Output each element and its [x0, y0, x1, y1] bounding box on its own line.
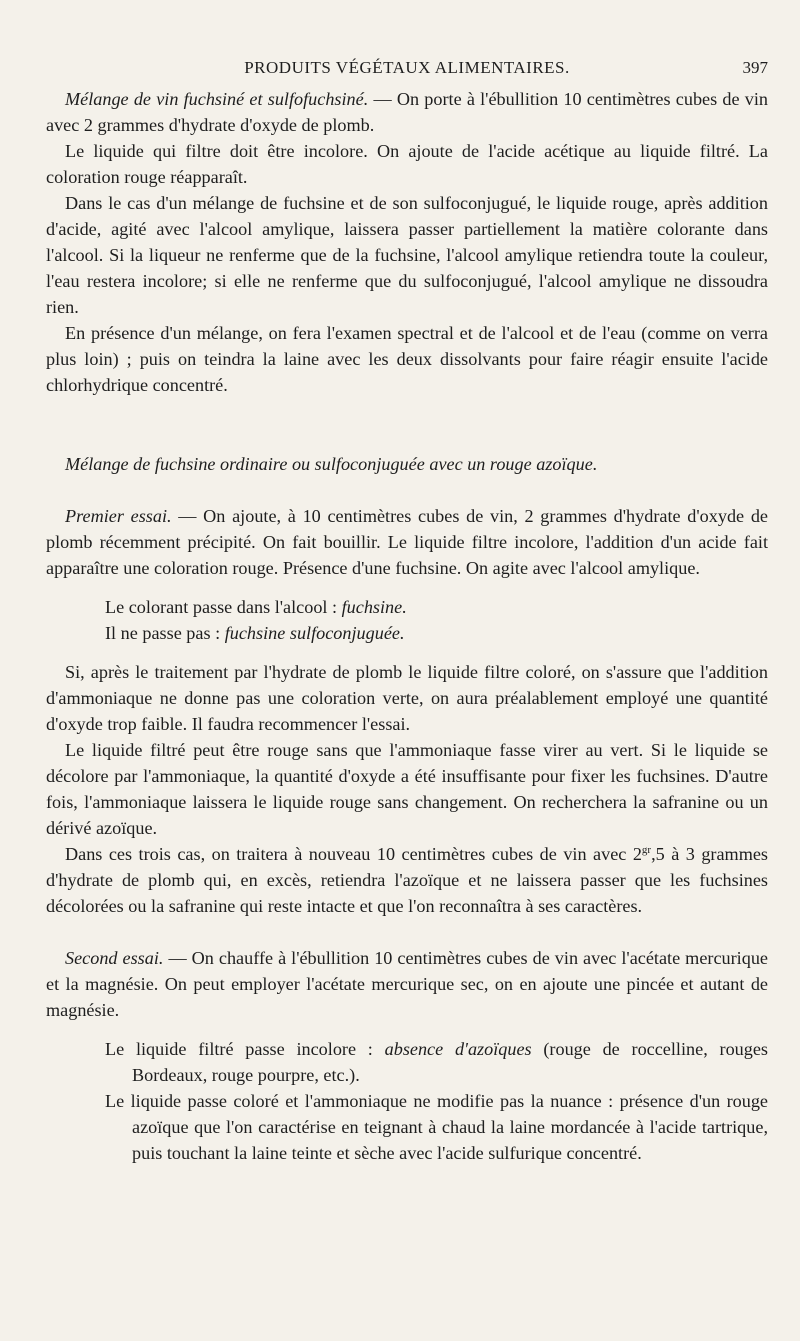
result-italic: fuchsine sulfoconjuguée.	[224, 623, 405, 643]
section-heading: Mélange de fuchsine ordinaire ou sulfoconjuguée avec un rouge azoïque.	[65, 454, 598, 474]
result-item	[46, 1036, 768, 1088]
paragraph	[46, 841, 768, 919]
unit-superscript: gr	[641, 843, 652, 856]
result-text: Le colorant passe dans l'alcool :	[105, 597, 342, 617]
paragraph: Si, après le traitement par l'hydrate de plomb le liquide filtre coloré, on s'assure que l'addition d'ammoniaque ne donne pas une coloration verte, on aura préalablement employé une quantité d'oxyde trop faible. Il faudra recommencer l'essai.	[46, 662, 768, 734]
paragraph	[46, 503, 768, 581]
paragraph	[46, 86, 768, 138]
paragraph: En présence d'un mélange, on fera l'examen spectral et de l'alcool et de l'eau (comme on verra plus loin) ; puis on teindra la laine avec les deux dissolvants pour faire réagir ensuite l'acide chlorhydrique concentré.	[46, 323, 768, 395]
paragraph-lead: Mélange de vin fuchsiné et sulfofuchsiné.	[65, 89, 369, 109]
result-line	[46, 620, 768, 646]
paragraph: Le liquide qui filtre doit être incolore. On ajoute de l'acide acétique au liquide filtré. La coloration rouge réapparaît.	[46, 141, 768, 187]
result-item: Le liquide passe coloré et l'ammoniaque ne modifie pas la nuance : présence d'un rouge azoïque que l'on caractérise en teignant à chaud la laine mordancée à l'acide tartrique, puis touchant la laine teinte et sèche avec l'acide sulfurique concentré.	[105, 1091, 768, 1163]
paragraph	[46, 945, 768, 1023]
page-body	[46, 86, 768, 1166]
result-italic: fuchsine.	[341, 597, 407, 617]
result-text: (rouge de roccelline, rouges Bordeaux, rouge pourpre, etc.).	[132, 1039, 768, 1085]
paragraph-text: ,5 à 3 grammes d'hydrate de plomb qui, en excès, retiendra l'azoïque et ne laissera passer que les fuchsines décolorées ou la safranine qui reste intacte et que l'on reconnaîtra à ses caractères.	[46, 844, 768, 916]
paragraph-text: Dans ces trois cas, on traitera à nouveau 10 centimètres cubes de vin avec 2	[65, 844, 642, 864]
running-header	[46, 58, 768, 86]
paragraph-text: — On chauffe à l'ébullition 10 centimètres cubes de vin avec l'acétate mercurique et la magnésie. On peut employer l'acétate mercurique sec, on en ajoute une pincée et autant de magnésie.	[46, 948, 768, 1020]
paragraph-lead: Second essai.	[65, 948, 164, 968]
result-text: Il ne passe pas :	[105, 623, 225, 643]
paragraph-text: — On porte à l'ébullition 10 centimètres cubes de vin avec 2 grammes d'hydrate d'oxyde de plomb.	[46, 89, 769, 135]
paragraph: Le liquide filtré peut être rouge sans que l'ammoniaque fasse virer au vert. Si le liquide se décolore par l'ammoniaque, la quantité d'oxyde a été insuffisante pour fixer les fuchsines. D'autre fois, l'ammoniaque laissera le liquide rouge sans changement. On recherchera la safranine ou un dérivé azoïque.	[46, 740, 768, 838]
paragraph-text: — On ajoute, à 10 centimètres cubes de vin, 2 grammes d'hydrate d'oxyde de plomb récemment précipité. On fait bouillir. Le liquide filtre incolore, l'addition d'un acide fait apparaître une coloration rouge. Présence d'une fuchsine. On agite avec l'alcool amylique.	[46, 506, 768, 578]
page-number: 397	[742, 58, 768, 77]
result-text: Le liquide filtré passe incolore :	[105, 1039, 385, 1059]
result-line	[46, 594, 768, 620]
result-italic: absence d'azoïques	[384, 1039, 532, 1059]
running-title: PRODUITS VÉGÉTAUX ALIMENTAIRES.	[244, 58, 570, 77]
paragraph: Dans le cas d'un mélange de fuchsine et de son sulfoconjugué, le liquide rouge, après addition d'acide, agité avec l'alcool amylique, laissera passer partiellement la matière colorante dans l'alcool. Si la liqueur ne renferme que de la fuchsine, l'alcool amylique retiendra toute la couleur, l'eau restera incolore; si elle ne renferme que du sulfoconjugué, l'alcool amylique ne dissoudra rien.	[46, 193, 768, 317]
paragraph-lead: Premier essai.	[65, 506, 172, 526]
